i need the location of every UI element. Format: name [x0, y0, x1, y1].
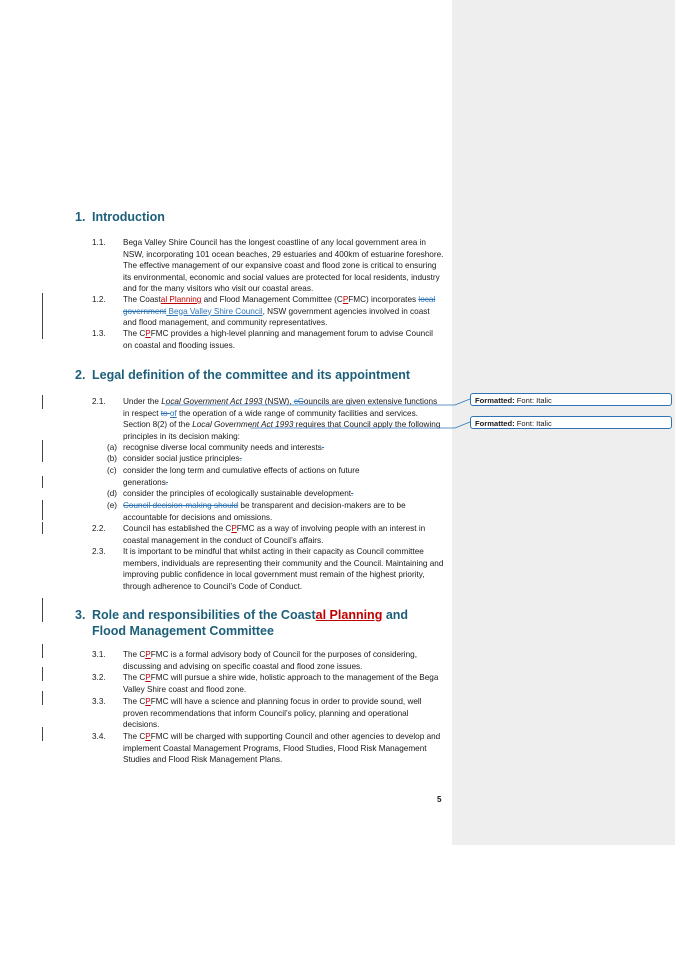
paragraph-number: 2.3. — [92, 547, 106, 556]
paragraph-number: 3.1. — [92, 650, 106, 659]
comment-text: Font: Italic — [514, 396, 552, 405]
paragraph-text: It is important to be mindful that whilst acting in their capacity as Council committee members, individuals are representing their community and the Council. Maintaining and improving public confidence in local government must remain of the highest priority, through adherence to Council’s Code of Conduct. — [123, 547, 444, 591]
paragraph-text — [123, 523, 444, 546]
list-item-c — [107, 465, 444, 488]
text-run: requires that Council apply the following principles in its decision making: — [123, 420, 441, 441]
comment-balloon-formatted[interactable] — [470, 416, 672, 429]
text-run: , NSW government agencies involved in coast and flood management, and community representatives. — [123, 306, 430, 327]
text-run: FMC will have a science and planning focus in order to provide sound, well proven recommendations that inform Council’s policy, planning and operational decisions. — [123, 697, 422, 729]
paragraph-text — [123, 649, 444, 672]
paragraph-text — [123, 294, 444, 329]
list-marker: (d) — [107, 489, 118, 498]
tracked-insertion: Bega Valley Shire Council — [166, 306, 263, 316]
change-bar — [42, 598, 43, 622]
paragraph-number: 3.2. — [92, 673, 106, 682]
text-run: The C — [123, 673, 146, 682]
tracked-insertion: P — [342, 295, 349, 304]
paragraph-number: 3.3. — [92, 697, 106, 706]
paragraph-2-3 — [92, 546, 444, 592]
text-run: Under the — [123, 397, 162, 406]
change-bar — [42, 667, 43, 681]
change-bar — [42, 500, 43, 520]
change-bar — [42, 440, 43, 462]
change-bar — [42, 691, 43, 705]
below-page-area — [0, 845, 675, 955]
paragraph-1-2 — [92, 294, 444, 329]
text-run: and Flood Management Committee (C — [201, 295, 343, 304]
list-marker: (c) — [107, 466, 117, 475]
comment-balloon-formatted[interactable] — [470, 393, 672, 406]
list-marker: (e) — [107, 501, 118, 510]
text-run: FMC provides a high-level planning and management forum to advise Council on coastal and flooding issues. — [123, 329, 433, 350]
tracked-insertion: P — [145, 673, 151, 682]
section-number: 1. — [75, 210, 86, 224]
paragraph-text — [123, 696, 444, 731]
tracked-insertion: al Planning — [315, 608, 383, 622]
paragraph-3-3 — [92, 696, 444, 731]
list-item-e — [107, 500, 444, 523]
text-run: the operation of a wide range of community facilities and services. Section 8(2) of the — [123, 408, 418, 429]
text-run: FMC) incorporates — [348, 295, 419, 304]
comment-label: Formatted: — [475, 396, 515, 405]
paragraph-text — [123, 396, 444, 442]
tracked-insertion: of — [169, 408, 177, 418]
text-run: (NSW), — [262, 397, 294, 406]
paragraph-text: Bega Valley Shire Council has the longest coastline of any local government area in NSW, incorporating 101 ocean beaches, 29 estuaries and 400km of estuarine foreshore. The effective management of our expansive coast and flood zone is critical to ensuring its environmental, economic and social values are protected for local residents, industry and for the many visitors who visit our coastal areas. — [123, 238, 444, 293]
text-run: Council has established the C — [123, 524, 232, 533]
list-text — [123, 488, 444, 500]
paragraph-number: 1.3. — [92, 329, 106, 338]
text-run: ouncils are given extensive functions in respect — [123, 397, 438, 418]
tracked-insertion: P — [145, 329, 151, 338]
comment-label: Formatted: — [475, 419, 515, 428]
paragraph-3-2 — [92, 672, 444, 695]
section-number: 3. — [75, 608, 86, 622]
section-title: Legal definition of the committee and its appointment — [92, 368, 411, 382]
italic-act-title: Local Government Act 1993 — [192, 420, 294, 429]
list-item-a — [107, 442, 444, 454]
page-number: 5 — [437, 795, 442, 804]
paragraph-2-2 — [92, 523, 444, 546]
text-run: consider the principles of ecologically sustainable development — [123, 489, 352, 498]
list-text — [123, 500, 444, 523]
section-heading-1 — [75, 209, 165, 225]
tracked-deletion: local government — [123, 295, 436, 316]
tracked-deletion: . — [165, 477, 169, 487]
text-run: FMC is a formal advisory body of Council for the purposes of considering, discussing and advising on specific coastal and flood zone issues. — [123, 650, 417, 671]
tracked-insertion: al Planning — [160, 295, 202, 304]
text-run: FMC will be charged with supporting Council and other agencies to develop and implement Coastal Management Programs, Flood Studies, Flood Risk Management Studies and Flood Risk Management Plans. — [123, 732, 441, 764]
tracked-deletion: Council decision-making should — [123, 501, 239, 510]
section-title: and — [382, 608, 409, 622]
list-text — [123, 465, 383, 488]
tracked-insertion: P — [145, 650, 151, 659]
tracked-deletion: to — [160, 408, 170, 418]
change-bar — [42, 476, 43, 488]
section-heading-2 — [75, 367, 410, 383]
tracked-deletion: cC — [293, 397, 304, 406]
text-run: recognise diverse local community needs and interests — [123, 443, 322, 452]
paragraph-2-1 — [92, 396, 444, 442]
tracked-deletion: . — [351, 489, 354, 498]
text-run: The C — [123, 697, 146, 706]
paragraph-text — [123, 731, 444, 766]
text-run: The C — [123, 650, 146, 659]
paragraph-number: 1.2. — [92, 295, 106, 304]
tracked-insertion: P — [231, 524, 237, 533]
section-title: Role and responsibilities of the Coast — [92, 608, 316, 622]
paragraph-number: 2.2. — [92, 524, 106, 533]
text-run: The C — [123, 329, 146, 338]
section-title-line2: Flood Management Committee — [92, 624, 274, 638]
list-item-d — [107, 488, 444, 500]
section-title: Introduction — [92, 210, 165, 224]
paragraph-text — [123, 328, 444, 351]
paragraph-1-3 — [92, 328, 444, 351]
list-text — [123, 442, 444, 454]
paragraph-3-4 — [92, 731, 444, 766]
section-number: 2. — [75, 368, 86, 382]
change-bar — [42, 395, 43, 409]
paragraph-number: 1.1. — [92, 238, 106, 247]
comment-text: Font: Italic — [514, 419, 552, 428]
paragraph-1-1 — [92, 237, 444, 295]
text-run: The C — [123, 732, 146, 741]
paragraph-number: 2.1. — [92, 397, 106, 406]
tracked-deletion: . — [239, 454, 242, 463]
list-item-b — [107, 453, 444, 465]
paragraph-3-1 — [92, 649, 444, 672]
text-run: consider social justice principles — [123, 454, 240, 463]
tracked-deletion: . — [321, 443, 325, 452]
tracked-insertion: P — [145, 732, 151, 741]
list-marker: (a) — [107, 443, 118, 452]
tracked-insertion: P — [145, 697, 151, 706]
text-run: consider the long term and cumulative effects of actions on future generations — [123, 466, 360, 487]
text-run: be transparent and decision-makers are to be accountable for decisions and omissions. — [123, 501, 406, 522]
list-text — [123, 453, 444, 465]
change-bar — [42, 522, 43, 534]
italic-act-title: Local Government Act 1993 — [161, 397, 263, 406]
text-run: FMC will pursue a shire wide, holistic approach to the management of the Bega Valley Shire coast and flood zone. — [123, 673, 439, 694]
text-run: The Coast — [123, 295, 161, 304]
text-run: FMC as a way of involving people with an interest in coastal management in the conduct of Council’s affairs. — [123, 524, 426, 545]
change-bar — [42, 644, 43, 658]
paragraph-text — [123, 672, 444, 695]
paragraph-number: 3.4. — [92, 732, 106, 741]
change-bar — [42, 727, 43, 741]
list-marker: (b) — [107, 454, 118, 463]
change-bar — [42, 293, 43, 339]
section-heading-3 — [75, 607, 445, 639]
